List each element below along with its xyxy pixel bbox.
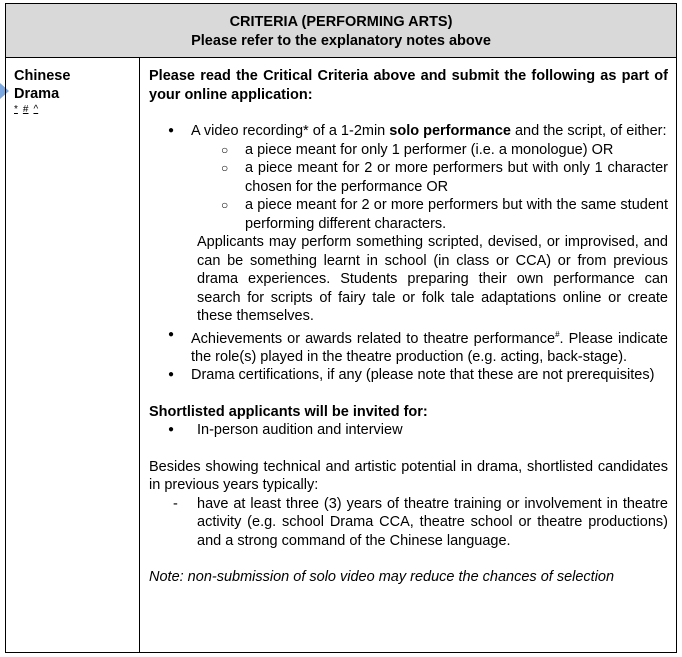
header-title: CRITERIA (PERFORMING ARTS) — [229, 14, 453, 30]
mark-asterisk[interactable]: * — [14, 104, 18, 115]
list-item-video — [149, 122, 668, 326]
list-item-typical: - have at least three (3) years of theatre training or involvement in theatre activity (e.g. school Drama CCA, theatre school or theatre productions) and a strong command of the Chinese language. — [149, 495, 668, 551]
video-text-bold: solo performance — [389, 123, 511, 139]
note-text: Note: non-submission of solo video may reduce the chances of selection — [149, 569, 615, 586]
options-list — [191, 141, 668, 234]
option-item: ○ a piece meant for 2 or more performers but with only 1 character chosen for the performance OR — [191, 159, 668, 196]
besides-text: Besides showing technical and artistic potential in drama, shortlisted candidates in previous years typically: — [149, 458, 668, 494]
spacer — [149, 550, 668, 568]
mark-caret[interactable]: ^ — [33, 104, 39, 115]
list-item-certifications: ● Drama certifications, if any (please note that these are not prerequisites) — [149, 366, 668, 385]
video-text-post: and the script, of either: — [510, 123, 667, 139]
intro-text: Please read the Critical Criteria above and submit the following as part of your online application: — [149, 68, 668, 103]
criteria-table — [5, 3, 677, 653]
list-item-achievements — [149, 326, 668, 367]
subject-line2: Drama — [14, 86, 60, 102]
applicants-note: Applicants may perform something scripted, devised, or improvised, and can be something learnt in school (in class or CCA) or from previous drama experiences. Students preparing their own performance can search for scripts of fairy tale or folk tale adaptations online or create these themselves. — [197, 234, 668, 324]
shortlisted-list — [149, 421, 668, 440]
typical-list — [149, 495, 668, 551]
table-header — [6, 4, 676, 58]
mark-hash[interactable]: # — [22, 104, 29, 115]
video-text-pre: A video recording* of a 1-2min — [191, 123, 390, 139]
subject-cell — [6, 58, 140, 652]
achievements-text-pre: Achievements or awards related to theatre performance — [191, 330, 556, 347]
list-item-audition: ● In-person audition and interview — [149, 421, 668, 440]
option-item: ○ a piece meant for only 1 performer (i.e. a monologue) OR — [191, 141, 668, 160]
option-item: ○ a piece meant for 2 or more performers but with the same student performing different characters. — [191, 196, 668, 233]
achievements-sup: # — [555, 329, 560, 339]
achievements-text-post: . Please indicate the role(s) played in the theatre production (e.g. acting, back-stage). — [191, 330, 668, 365]
requirements-cell — [140, 58, 676, 652]
header-subtitle: Please refer to the explanatory notes above — [191, 33, 491, 49]
spacer — [149, 104, 668, 122]
spacer — [149, 440, 668, 458]
spacer — [149, 385, 668, 403]
submission-list — [149, 122, 668, 385]
subject-line1: Chinese — [14, 68, 71, 84]
subject-marks — [14, 103, 139, 117]
shortlisted-heading: Shortlisted applicants will be invited for: — [149, 403, 428, 420]
